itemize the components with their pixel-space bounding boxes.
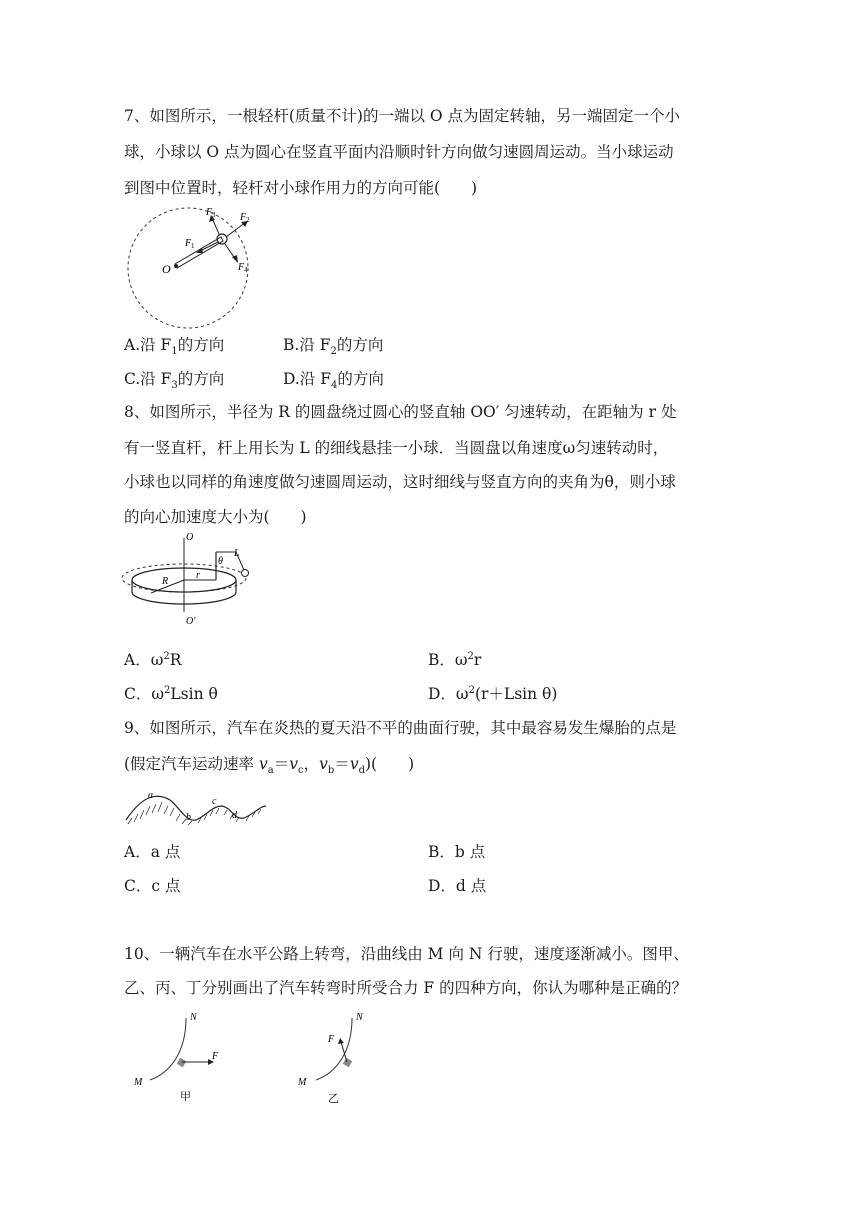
q7-option-d[interactable] xyxy=(283,367,384,391)
q8-label-theta: θ xyxy=(218,556,223,567)
q7-stem-line-2: 球，小球以 O 点为圆心在竖直平面内沿顺时针方向做匀速圆周运动。当小球运动 xyxy=(124,143,674,161)
q7-label-f2-sub: 2 xyxy=(246,216,250,224)
q9-eq-2: ＝ xyxy=(334,755,350,773)
q9-stem-end: )( ) xyxy=(364,755,415,773)
q10-stem-line-2: 乙、丙、丁分别画出了汽车转弯时所受合力 F 的四种方向，你认为哪种是正确的？ xyxy=(124,979,688,997)
q8-label-o-prime: O′ xyxy=(186,616,196,627)
q9-label-d: d xyxy=(232,810,237,821)
q7-option-a-post: 的方向 xyxy=(177,336,225,354)
q7-option-b-pre: B.沿 F xyxy=(283,336,331,354)
q9-stem-line-2 xyxy=(124,752,414,776)
q8-label-L: L xyxy=(234,548,240,559)
q7-label-f4: F xyxy=(238,262,245,273)
q8-option-d-post: (r＋Lsin θ) xyxy=(474,685,558,703)
q8-stem-line-3: 小球也以同样的角速度做匀速圆周运动，这时细线与竖直方向的夹角为θ，则小球 xyxy=(124,473,676,491)
q8-option-c[interactable] xyxy=(124,682,218,704)
q9-option-b[interactable]: B．b 点 xyxy=(428,843,486,861)
q9-sub-b: b xyxy=(327,765,335,777)
q8-option-c-sup: 2 xyxy=(164,684,171,696)
q7-label-f2: F xyxy=(240,212,247,223)
q8-option-b-sup: 2 xyxy=(467,650,474,662)
q9-label-a: a xyxy=(148,790,153,801)
q8-option-b-pre: B．ω xyxy=(428,651,468,669)
q10-yi-caption: 乙 xyxy=(328,1093,339,1105)
q8-option-d-sup: 2 xyxy=(468,684,475,696)
q10-jia-label-f: F xyxy=(212,1051,219,1062)
q7-option-c[interactable] xyxy=(124,367,224,391)
q10-stem-line-1: 10、一辆汽车在水平公路上转弯，沿曲线由 M 向 N 行驶，速度逐渐减小。图甲、 xyxy=(124,945,689,963)
q7-label-f3-sub: 3 xyxy=(212,211,216,219)
q9-option-d[interactable]: D．d 点 xyxy=(428,877,487,895)
q7-option-a-sub: 1 xyxy=(171,346,178,358)
q8-option-a-post: R xyxy=(169,651,182,669)
q8-stem-line-4: 的向心加速度大小为( ) xyxy=(124,508,307,526)
q9-figure-bumpy-road xyxy=(120,786,270,830)
q9-stem-line-1: 9、如图所示，汽车在炎热的夏天沿不平的曲面行驶，其中最容易发生爆胎的点是 xyxy=(124,719,677,737)
q8-option-b[interactable] xyxy=(428,648,481,670)
q8-option-c-pre: C．ω xyxy=(124,685,164,703)
q8-label-r: r xyxy=(196,570,200,581)
q9-v-c: v xyxy=(289,755,298,773)
q8-label-R: R xyxy=(162,576,169,587)
q10-yi-label-f: F xyxy=(328,1034,335,1045)
q9-option-a[interactable]: A．a 点 xyxy=(124,843,181,861)
q10-yi-label-m: M xyxy=(298,1077,307,1088)
q8-option-b-post: r xyxy=(473,651,482,669)
q10-figure-jia xyxy=(128,1010,238,1105)
q7-option-d-pre: D.沿 F xyxy=(283,370,331,388)
q7-option-b-sub: 2 xyxy=(330,346,337,358)
q7-stem-line-3: 到图中位置时，轻杆对小球作用力的方向可能( ) xyxy=(124,179,478,197)
q8-option-d[interactable] xyxy=(428,682,557,704)
q7-label-f4-sub: 4 xyxy=(244,266,248,274)
q9-sub-d: d xyxy=(358,765,365,777)
q9-label-c: c xyxy=(212,796,217,807)
q7-stem-line-1: 7、如图所示，一根轻杆(质量不计)的一端以 O 点为固定转轴，另一端固定一个小 xyxy=(124,107,681,125)
q8-option-d-pre: D．ω xyxy=(428,685,469,703)
q9-sub-a: a xyxy=(267,765,274,777)
q8-figure-rotating-disk xyxy=(116,530,266,630)
q7-option-d-sub: 4 xyxy=(330,380,338,392)
q7-option-b[interactable] xyxy=(283,333,383,357)
q7-option-c-sub: 3 xyxy=(171,380,178,392)
q9-comma: ， xyxy=(303,755,320,773)
q8-option-a[interactable] xyxy=(124,648,181,670)
q7-option-d-post: 的方向 xyxy=(337,370,384,388)
q7-label-f1-sub: 1 xyxy=(191,242,195,250)
q9-eq-1: ＝ xyxy=(273,755,290,773)
q8-stem-line-1: 8、如图所示，半径为 R 的圆盘绕过圆心的竖直轴 OO′ 匀速转动，在距轴为 r 处 xyxy=(124,403,677,421)
q7-label-f3: F xyxy=(206,207,213,218)
q7-option-c-post: 的方向 xyxy=(177,370,225,388)
q9-v-b: v xyxy=(319,755,328,773)
q9-option-c[interactable]: C．c 点 xyxy=(124,877,181,895)
q7-option-a[interactable] xyxy=(124,333,224,357)
q10-yi-label-n: N xyxy=(356,1012,363,1023)
q10-jia-label-m: M xyxy=(134,1077,143,1088)
q9-v-d: v xyxy=(349,755,359,773)
q8-label-o: O xyxy=(186,532,194,543)
q8-stem-line-2: 有一竖直杆，杆上用长为 L 的细线悬挂一小球．当圆盘以角速度ω匀速转动时， xyxy=(124,439,669,457)
q10-jia-label-n: N xyxy=(190,1012,197,1023)
q7-option-b-post: 的方向 xyxy=(336,336,384,354)
q7-label-f1: F xyxy=(185,238,192,249)
q8-option-c-post: Lsin θ xyxy=(170,685,218,703)
q7-option-a-pre: A.沿 F xyxy=(124,336,172,354)
q8-option-a-pre: A．ω xyxy=(124,651,164,669)
q9-v-a: v xyxy=(258,755,268,773)
q7-figure-rotating-rod xyxy=(118,200,288,330)
q10-figure-yi xyxy=(294,1010,404,1105)
q9-sub-c: c xyxy=(298,765,304,777)
q7-label-o: O xyxy=(162,262,171,276)
q8-option-a-sup: 2 xyxy=(163,650,170,662)
q9-label-b: b xyxy=(186,812,191,823)
q9-stem-p1: (假定汽车运动速率 xyxy=(124,755,259,773)
q7-option-c-pre: C.沿 F xyxy=(124,370,172,388)
q10-jia-caption: 甲 xyxy=(180,1091,191,1103)
